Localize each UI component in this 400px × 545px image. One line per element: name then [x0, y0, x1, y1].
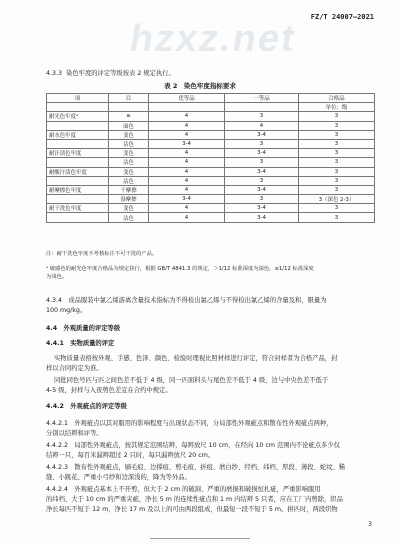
table-cell: 3 — [299, 167, 375, 176]
table-cell: 耐酸汗渍色牢度 — [47, 167, 109, 176]
table-cell: 3-4 — [149, 195, 225, 204]
para-4-4-2-line-1: 4.4.2.1 外观疵点以其对服用的影响程度与出现状态不同，分局部性外观疵点和散布性外观疵点两种， — [46, 420, 333, 427]
para-4-4-1-line-4: 4-5 级，封样与入夜剪色差宜在合约中规定。 — [46, 387, 172, 394]
page-number: 3 — [368, 521, 372, 528]
table-cell: 单位：级 — [299, 103, 375, 112]
table-cell: 3 — [299, 185, 375, 194]
para-4-4-2-line-2: 分别以结辫和评等。 — [46, 430, 103, 437]
table-cell: 4 — [149, 158, 225, 167]
table-caption: 表 2 染色牢度指标要求 — [164, 82, 236, 90]
table-cell: 3-4 — [225, 130, 299, 139]
table-row — [47, 139, 375, 148]
table-cell: 3 — [299, 176, 375, 185]
table-row — [47, 185, 375, 194]
table-row — [47, 103, 375, 112]
table-cell — [47, 121, 109, 130]
table-header-cell: 目 — [109, 94, 149, 103]
table-cell: 干摩擦 — [109, 185, 149, 194]
table-cell — [109, 103, 149, 112]
table-cell: 沾色 — [109, 176, 149, 185]
table-cell: 3 — [299, 139, 375, 148]
table-cell: 4 — [149, 176, 225, 185]
para-4-4-2-line-5: 4.4.2.3 散布性外观疵点，刷毛痕、边撑痕、剪毛痕、折痕、磨白纱、经档、纬档、厚段、薄段、蛇纹、稀 — [46, 464, 346, 471]
table-cell: 耐汗渍色牢度 — [47, 149, 109, 158]
table-header-cell: 优等品 — [149, 94, 225, 103]
para-4-4-1-line-1: 实物质量表格按外观、手感、色泽、颜色、检验时理视比照材样进行评定，符合封样者为合格产品，封 — [54, 355, 338, 362]
table-cell: 3 — [299, 149, 375, 158]
clause-4-3-4-line-2: 100 mg/kg。 — [46, 307, 87, 314]
table-cell: 3 — [299, 158, 375, 167]
table-cell: 耐干洗色牢度 — [47, 204, 109, 213]
table-row — [47, 158, 375, 167]
table-cell: 3-4 — [149, 139, 225, 148]
table-cell — [149, 103, 225, 112]
table-cell — [47, 158, 109, 167]
table-row — [47, 213, 375, 222]
table-cell: 3 — [299, 130, 375, 139]
table-cell: 沾色 — [109, 158, 149, 167]
table-cell: 3 — [225, 112, 299, 121]
table-row — [47, 195, 375, 204]
table-cell: 3-4 — [225, 204, 299, 213]
table-row — [47, 121, 375, 130]
table-cell: 耐光色牢度ᵃ — [47, 112, 109, 121]
clause-4-3-3 — [46, 70, 175, 78]
clause-4-3-4-line-1: 4.3.4 成品服装中氯乙烯游离含量技术指标为不得检出氯乙烯与不得检出氯乙烯的含量及和，限量为 — [46, 297, 327, 304]
clause-text: 染色牢度的评定等级按表 2 规定执行。 — [66, 70, 175, 77]
table-header-cell: 项 — [47, 94, 109, 103]
standard-number: FZ/T 24007—2021 — [310, 13, 374, 21]
table-row — [47, 130, 375, 139]
fastness-table — [46, 93, 375, 223]
table-cell: 3-4 — [225, 149, 299, 158]
table-cell: 4 — [149, 185, 225, 194]
para-4-4-2-line-8: 的纬档、大于 10 cm 的严重夹疵，净长 5 m 的连续性疵点和 1 m 内结辫 5 只者，应在工厂内剪除，织品 — [46, 496, 343, 503]
section-title-4-4-2: 4.4.2 外观疵点的评定等级 — [46, 403, 127, 410]
table-row — [47, 167, 375, 176]
footer-rule — [150, 538, 250, 539]
table-cell: 变色 — [109, 130, 149, 139]
table-cell: 4 — [149, 121, 225, 130]
section-title-4-4: 4.4 外观质量的评定等级 — [46, 325, 121, 332]
clause-number: 4.3.3 — [46, 70, 63, 77]
table-header-row — [47, 94, 375, 103]
table-cell: 4 — [149, 204, 225, 213]
table-cell: 沾色 — [109, 213, 149, 222]
table-cell: 变色 — [109, 204, 149, 213]
table-cell: 耐水色牢度 — [47, 130, 109, 139]
para-4-4-2-line-3: 4.4.2.2 局部性外观疵点，按其规定范围结辫，每辫放尺 10 cm，在经向 10 cm 范围内不论疵点多少仅 — [46, 442, 340, 449]
table-row — [47, 204, 375, 213]
table-row — [47, 112, 375, 121]
table-cell: 沾色 — [109, 139, 149, 148]
table-cell — [47, 195, 109, 204]
table-cell: 3（深色 2-3） — [299, 195, 375, 204]
para-4-4-1-line-2: 样以合同约定为准。 — [46, 365, 103, 372]
watermark: hzxz.net — [126, 18, 300, 60]
table-cell: 3 — [299, 204, 375, 213]
table-cell: 面色 — [109, 121, 149, 130]
table-cell: 3 — [225, 158, 299, 167]
table-cell: ≥ — [109, 112, 149, 121]
table-cell: 3 — [225, 195, 299, 204]
table-cell — [47, 213, 109, 222]
table-cell: 变色 — [109, 167, 149, 176]
table-cell: 变色 — [109, 149, 149, 158]
table-cell: 4 — [149, 130, 225, 139]
table-row — [47, 176, 375, 185]
table-cell: 3-4 — [225, 185, 299, 194]
para-4-4-1-line-3: 同批同色号匹与匹之间色差不低于 4 级，同一匹面料头与尾色差不低于 4 级，边与中央色差不低于 — [54, 377, 329, 384]
table-cell — [47, 176, 109, 185]
table-cell: 3 — [225, 139, 299, 148]
para-4-4-2-line-7: 4.4.2.4 外观疵点基本上不开剪，但大于 2 cm 的破洞、严重的磨损和破损恒扎疵，严重影响服用 — [46, 486, 321, 493]
table-cell: 4 — [149, 112, 225, 121]
table-cell — [225, 103, 299, 112]
table-cell: 耐摩擦色牢度 — [47, 185, 109, 194]
table-cell: 3 — [225, 176, 299, 185]
table-cell: 4 — [149, 167, 225, 176]
table-note-1: 注：耐干洗色牢度不考核标注不可干洗的产品。 — [46, 251, 158, 257]
para-4-4-2-line-6: 缝、小跳花、严重小弓纱和边深浅的，降为等外品。 — [46, 474, 191, 481]
table-cell — [47, 103, 109, 112]
table-footnote-a-cont: 为浅色。 — [46, 274, 68, 280]
table-cell: 3 — [299, 213, 375, 222]
table-footnote-a: ᵃ 敏感色的耐光色牢度合格品为规定执行，根据 GB/T 4841.3 的规定，＞1/12 标准深度为深色，≤1/12 标准深度 — [46, 266, 314, 272]
table-cell: 4 — [149, 149, 225, 158]
table-header-cell: 一等品 — [225, 94, 299, 103]
table-cell: 3-4 — [225, 167, 299, 176]
table-cell — [47, 139, 109, 148]
para-4-4-2-line-4: 结辫一只，每百米漏辫超过 2 只时，每只漏辫放尺 20 cm。 — [46, 452, 215, 459]
table-cell: 3-4 — [225, 213, 299, 222]
para-4-4-2-line-9: 净长每匹不短于 12 m，净长 17 m 及以上的可由两段组成，但最短一段不短于 5 m。拼匹时，两段织物 — [46, 506, 338, 513]
table-cell: 4 — [149, 213, 225, 222]
table-cell: 4 — [225, 121, 299, 130]
table-cell: 3 — [299, 112, 375, 121]
table-header-cell: 合格品 — [299, 94, 375, 103]
table-row — [47, 149, 375, 158]
table-cell: 3 — [299, 121, 375, 130]
table-cell: 湿摩擦 — [109, 195, 149, 204]
section-title-4-4-1: 4.4.1 实物质量的评定 — [46, 340, 115, 347]
